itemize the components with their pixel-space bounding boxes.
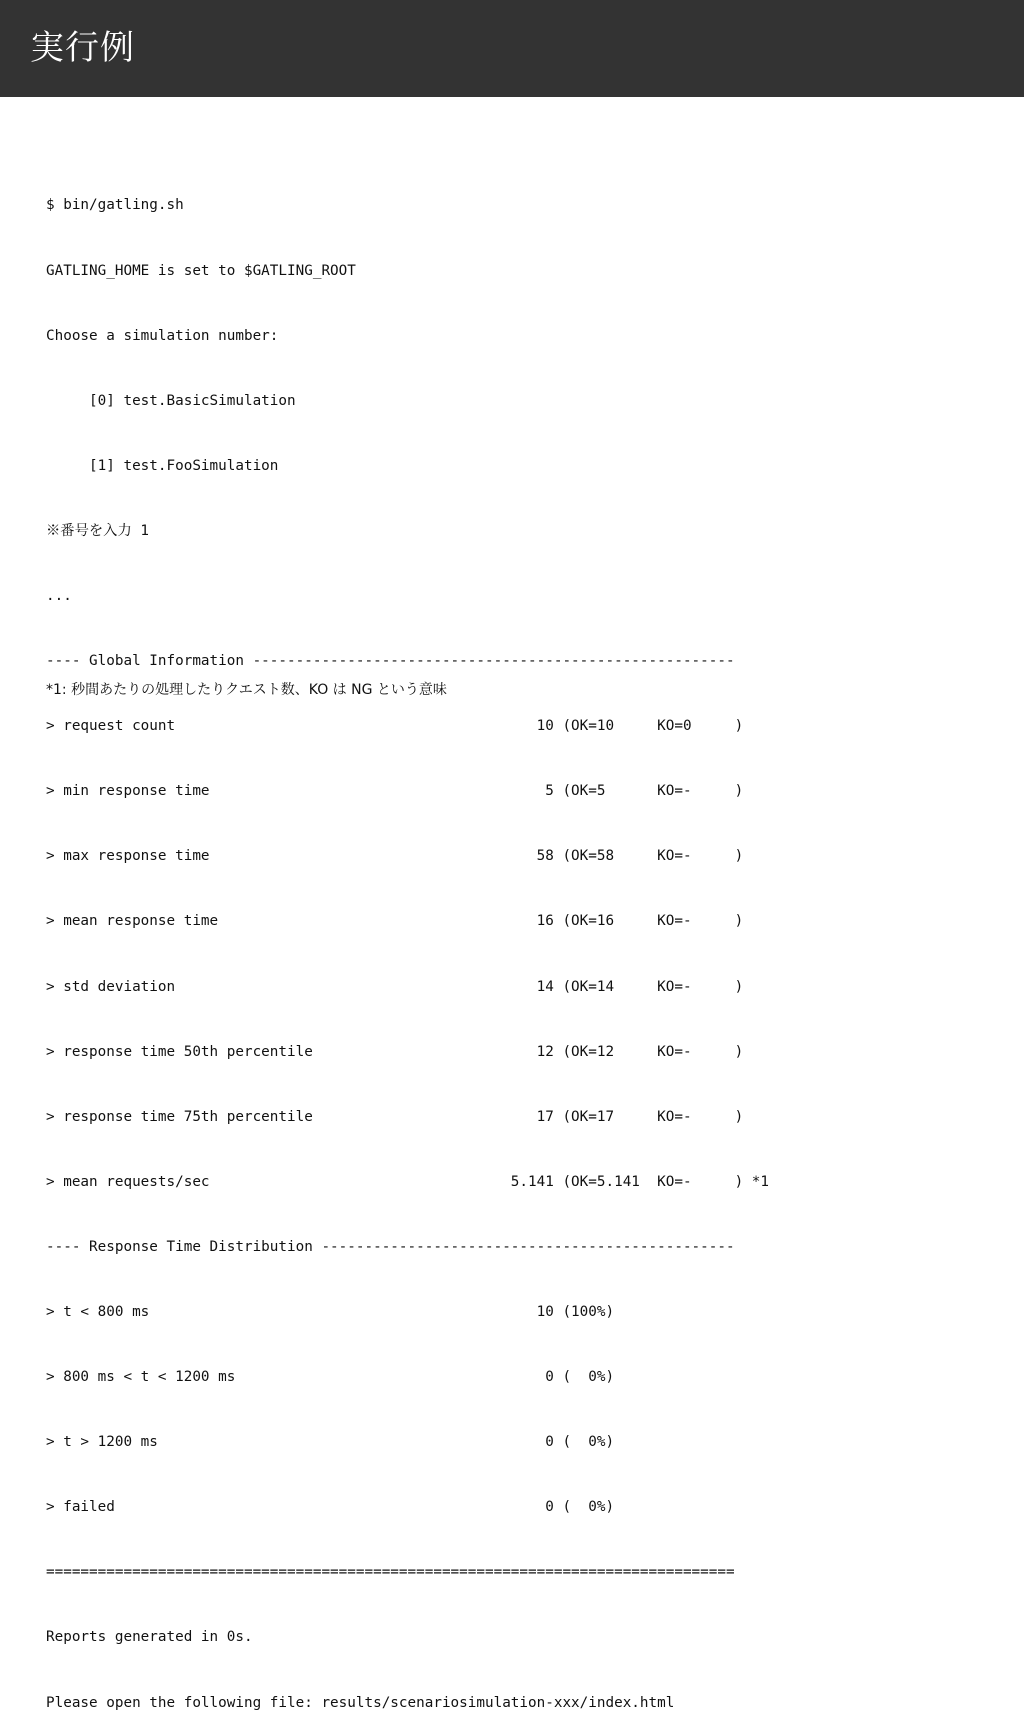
terminal-line: Choose a simulation number: <box>46 327 279 344</box>
terminal-line: ---- Global Information -------------------------------------------------------- <box>46 653 735 670</box>
slide-header <box>0 0 1024 97</box>
terminal-line: ... <box>46 587 72 604</box>
terminal-line: GATLING_HOME is set to $GATLING_ROOT <box>46 262 356 279</box>
terminal-line: > std deviation 14 (OK=14 KO=- ) <box>46 978 744 995</box>
terminal-line: > t < 800 ms 10 (100%) <box>46 1304 615 1320</box>
terminal-line: ---- Response Time Distribution ------------------------------------------------ <box>46 1238 735 1255</box>
terminal-line: ================================================================================ <box>46 1564 735 1581</box>
terminal-line: > 800 ms < t < 1200 ms 0 ( 0%) <box>46 1369 615 1386</box>
terminal-line: > response time 75th percentile 17 (OK=17 KO=- ) <box>46 1108 744 1125</box>
terminal-line: [0] test.BasicSimulation <box>46 392 296 409</box>
terminal-line: [1] test.FooSimulation <box>46 457 279 474</box>
terminal-line: > failed 0 ( 0%) <box>46 1499 615 1516</box>
terminal-line: Reports generated in 0s. <box>46 1629 253 1646</box>
terminal-line: > max response time 58 (OK=58 KO=- ) <box>46 848 744 865</box>
footnote: *1: 秒間あたりの処理したりクエスト数、KO は NG という意味 <box>46 682 447 698</box>
terminal-line: > mean requests/sec 5.141 (OK=5.141 KO=- ) *1 <box>46 1173 770 1190</box>
terminal-output <box>46 152 769 1736</box>
terminal-line: Please open the following file: results/scenariosimulation-xxx/index.html <box>46 1694 675 1711</box>
terminal-line: > mean response time 16 (OK=16 KO=- ) <box>46 913 744 930</box>
terminal-line: > response time 50th percentile 12 (OK=12 KO=- ) <box>46 1043 744 1060</box>
slide-title: 実行例 <box>30 28 135 68</box>
terminal-line: > min response time 5 (OK=5 KO=- ) <box>46 783 744 800</box>
terminal-line: ※番号を入力 1 <box>46 522 149 539</box>
terminal-line: > request count 10 (OK=10 KO=0 ) <box>46 718 744 735</box>
terminal-line: > t > 1200 ms 0 ( 0%) <box>46 1434 615 1451</box>
terminal-line: $ bin/gatling.sh <box>46 197 184 214</box>
